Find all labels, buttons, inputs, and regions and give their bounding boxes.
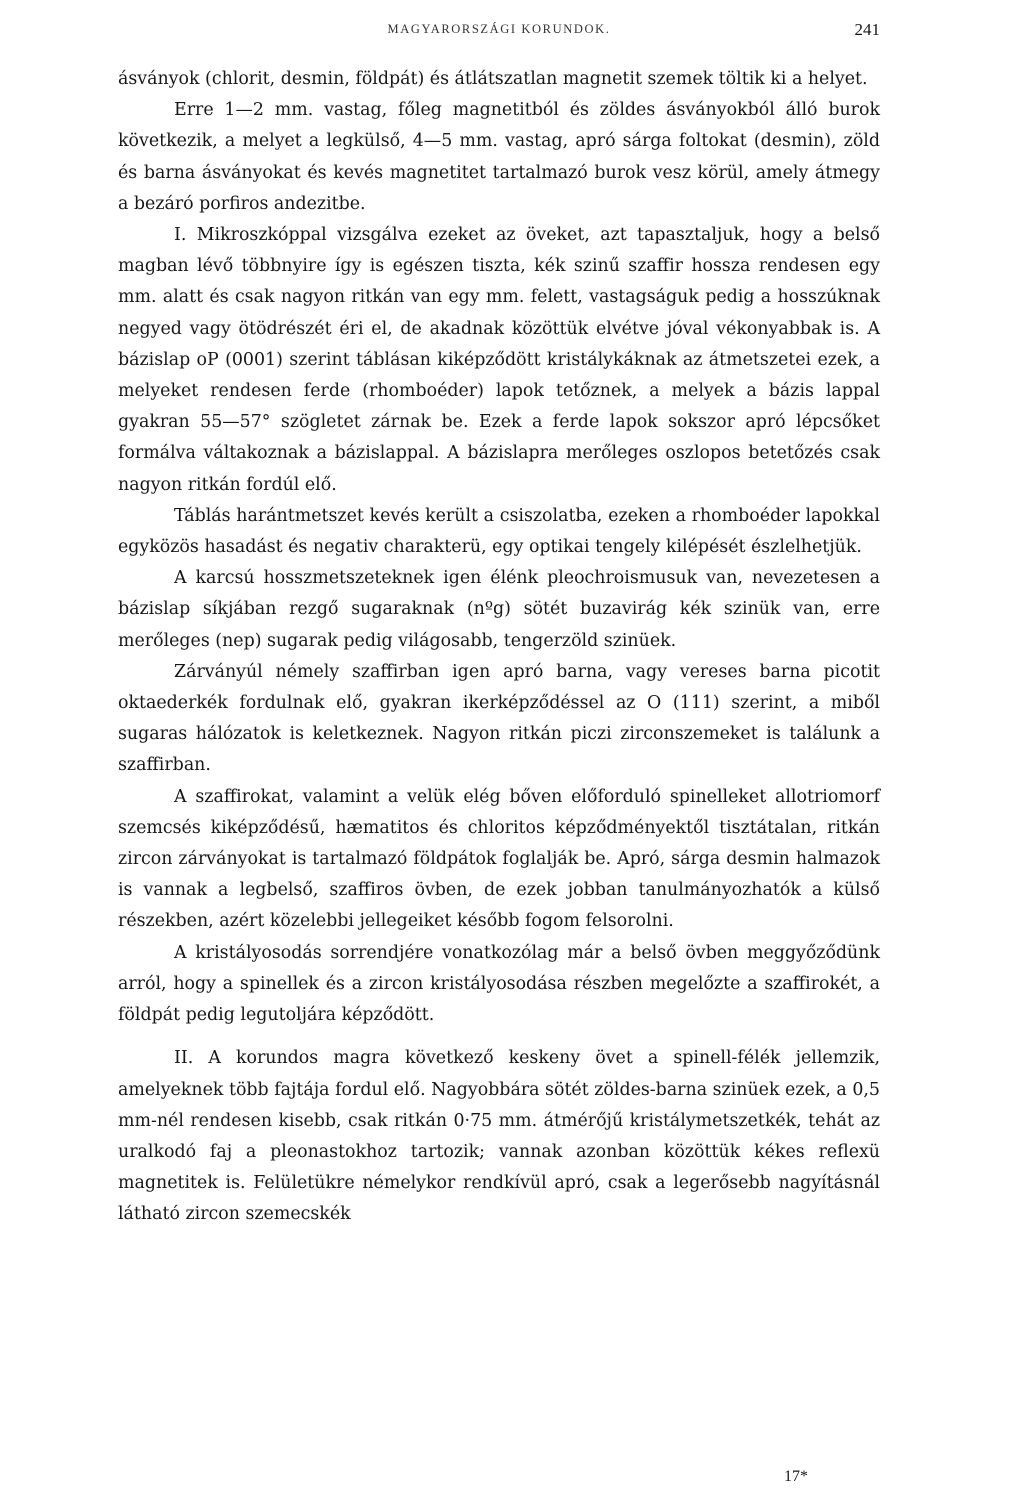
- signature-mark: 17*: [784, 1468, 808, 1485]
- paragraph-continuation: ásványok (chlorit, desmin, földpát) és átlátszatlan magnetit szemek töltik ki a helyet.: [118, 69, 868, 89]
- paragraph-section-1: I. Mikroszkóppal vizsgálva ezeket az öveket, azt tapasztaljuk, hogy a belső magban lévő többnyire így is egészen tiszta, kék szinű szaffir hossza rendesen egy mm. alatt és csak nagyon ritkán van egy mm. felett, vastagságuk pedig a hosszúknak negyed vagy ötödrészét éri el, de akadnak közöttük elvétve jóval vékonyabbak is. A bázislap oP (0001) szerint táblásan kiképződött kristálykáknak az átmetszetei ezek, a melyeket rendesen ferde (rhomboéder) lapok tetőznek, a melyek a bázis lappal gyakran 55—57° szögletet zárnak be. Ezek a ferde lapok sokszor apró lépcsőket formálva váltakoznak a bázislappal. A bázislapra merőleges oszlopos betetőzés csak nagyon ritkán fordúl elő.: [118, 225, 880, 495]
- paragraph-tablas: Táblás harántmetszet kevés került a csiszolatba, ezeken a rhomboéder lapokkal egyközös hasadást és negativ charakterü, egy optikai tengely kilépését észlelhetjük.: [118, 505, 880, 558]
- paragraph-kristalyosodas: A kristályosodás sorrendjére vonatkozólag már a belső övben meggyőződünk arról, hogy a spinellek és a zircon kristályosodása részben megelőzte a szaffirokét, a földpát pedig legutoljára képződött.: [118, 942, 880, 1026]
- body-text: [118, 64, 880, 1231]
- page-header: [118, 22, 880, 46]
- paragraph-zarvany: Zárványúl némely szaffirban igen apró barna, vagy vereses barna picotit oktaederkék fordulnak elő, gyakran ikerképződéssel az O (111) szerint, a miből sugaras hálózatok is keletkeznek. Nagyon ritkán piczi zirconszemeket is találunk a szaffirban.: [118, 661, 880, 776]
- paragraph-foldpat: A szaffirokat, valamint a velük elég bőven előforduló spinelleket allotriomorf szemcsés kiképződésű, hæmatitos és chloritos képződményektől tisztátalan, ritkán zircon zárványokat is tartalmazó földpátok foglalják be. Apró, sárga desmin halmazok is vannak a legbelső, szaffiros övben, de ezek jobban tanulmányozhatók a külső részekben, azért közelebbi jellegeiket később fogom felsorolni.: [118, 786, 880, 932]
- paragraph-burok: Erre 1—2 mm. vastag, főleg magnetitból és zöldes ásványokból álló burok következik, a melyet a legkülső, 4—5 mm. vastag, apró sárga foltokat (desmin), zöld és barna ásványokat és kevés magnetitet tartalmazó burok vesz körül, amely átmegy a bezáró porfiros andezitbe.: [118, 100, 880, 214]
- running-title: MAGYARORSZÁGI KORUNDOK.: [387, 22, 611, 36]
- paragraph-section-2: II. A korundos magra következő keskeny övet a spinell-félék jellemzik, amelyeknek több fajtája fordul elő. Nagyobbára sötét zöldes-barna szinüek ezek, a 0,5 mm-nél rendesen kisebb, csak ritkán 0·75 mm. átmérőjű kristálymetszetkék, tehát az uralkodó faj a pleonastokhoz tartozik; vannak azonban közöttük kékes reflexü magnetitek is. Felületükre némelykor rendkívül apró, csak a legerősebb nagyításnál látható zircon szemecskék: [118, 1048, 880, 1225]
- page-number: 241: [854, 20, 880, 39]
- paragraph-pleochroismus: A karcsú hosszmetszeteknek igen élénk pleochroismusuk van, nevezetesen a bázislap síkjában rezgő sugaraknak (nºg) sötét buzavirág kék szinük van, erre merőleges (nep) sugarak pedig világosabb, tengerzöld szinüek.: [118, 568, 880, 651]
